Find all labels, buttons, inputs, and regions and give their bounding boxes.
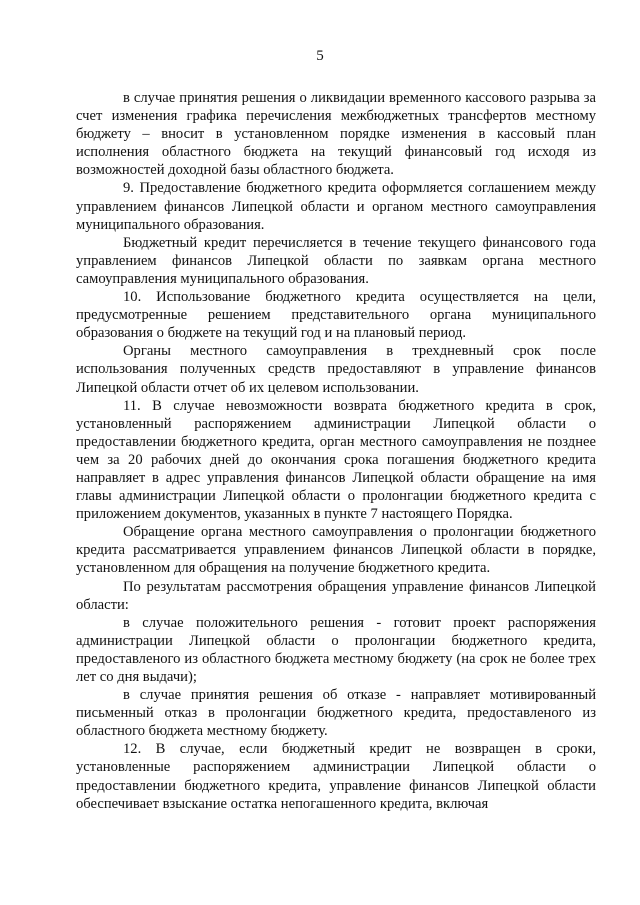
paragraph: в случае принятия решения о ликвидации временного кассового разрыва за счет изменения графика перечисления межбюджетных трансфертов местному бюджету – вносит в установленном порядке изменения в кассовый план исполнения областного бюджета на текущий финансовый год исходя из возможностей доходной базы областного бюджета. [76,90,596,179]
paragraph: По результатам рассмотрения обращения управление финансов Липецкой области: [76,578,596,613]
paragraph: 11. В случае невозможности возврата бюджетного кредита в срок, установленный распоряжением администрации Липецкой области о предоставлении бюджетного кредита, орган местного самоуправления не позднее чем за 20 рабочих дней до окончания срока погашения бюджетного кредита направляет в адрес управления финансов Липецкой области обращение на имя главы администрации Липецкой области о пролонгации бюджетного кредита с приложением документов, указанных в пункте 7 настоящего Порядка. [76,397,596,523]
paragraph: 9. Предоставление бюджетного кредита оформляется соглашением между управлением финансов Липецкой области и органом местного самоуправления муниципального образования. [76,180,596,233]
paragraph: Бюджетный кредит перечисляется в течение текущего финансового года управлением финансов Липецкой области по заявкам органа местного самоуправления муниципального образования. [76,234,596,287]
paragraph: 12. В случае, если бюджетный кредит не возвращен в сроки, установленные распоряжением администрации Липецкой области о предоставлении бюджетного кредита, управление финансов Липецкой области обеспечивает взыскание остатка непогашенного кредита, включая [76,741,596,812]
paragraph: 10. Использование бюджетного кредита осуществляется на цели, предусмотренные решением представительного органа муниципального образования о бюджете на текущий год и на плановый период. [76,289,596,342]
document-body [76,89,596,813]
page-number: 5 [316,48,324,64]
paragraph: Обращение органа местного самоуправления о пролонгации бюджетного кредита рассматривается управлением финансов Липецкой области в порядке, установленном для обращения на получение бюджетного кредита. [76,524,596,577]
paragraph: в случае положительного решения - готовит проект распоряжения администрации Липецкой области о пролонгации бюджетного кредита, предоставленого из областного бюджета местному бюджету (на срок не более трех лет со дня выдачи); [76,614,596,685]
paragraph: в случае принятия решения об отказе - направляет мотивированный письменный отказ в пролонгации бюджетного кредита, предоставленого из областного бюджета местному бюджету. [76,687,596,740]
paragraph: Органы местного самоуправления в трехдневный срок после использования полученных средств предоставляют в управление финансов Липецкой области отчет об их целевом использовании. [76,343,596,396]
